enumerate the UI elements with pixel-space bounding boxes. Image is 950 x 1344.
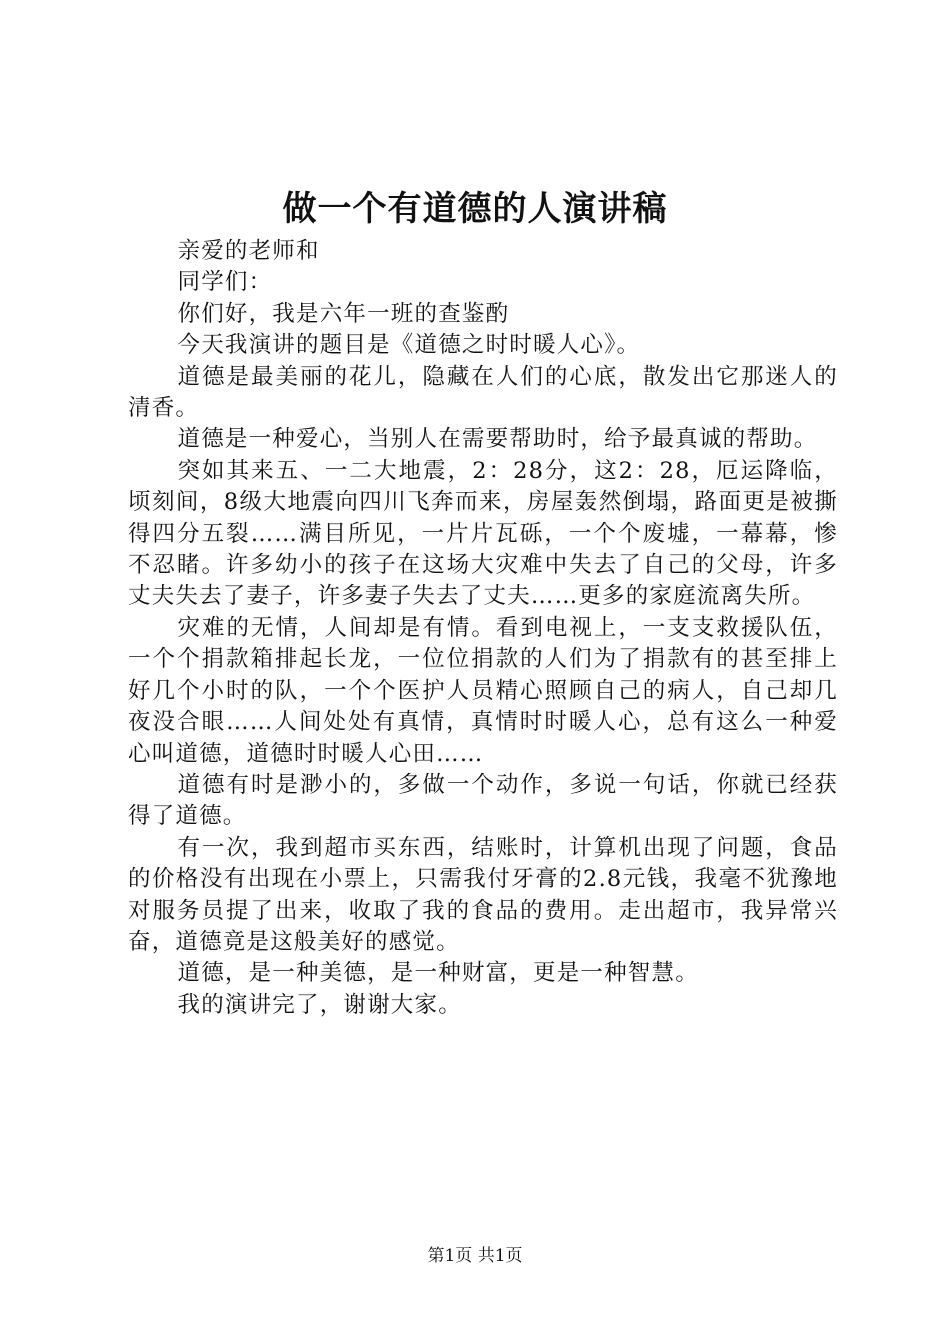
paragraph-body: 灾难的无情，人间却是有情。看到电视上，一支支救援队伍，一个个捐款箱排起长龙，一位位捐款的人们为了捐款有的甚至排上好几个小时的队，一个个医护人员精心照顾自己的病人，自己却几夜没合眼……人间处处有真情，真情时时暖人心，总有这么一种爱心叫道德，道德时时暖人心田…… bbox=[128, 614, 838, 767]
paragraph-body: 道德是最美丽的花儿，隐藏在人们的心底，散发出它那迷人的清香。 bbox=[128, 363, 838, 422]
paragraph-topic: 今天我演讲的题目是《道德之时时暖人心》。 bbox=[177, 332, 641, 359]
document-body bbox=[128, 236, 838, 1021]
paragraph-body: 道德，是一种美德，是一种财富，更是一种智慧。 bbox=[177, 960, 699, 987]
page-number-footer: 第1页 共1页 bbox=[427, 1246, 523, 1266]
paragraph-body: 有一次，我到超市买东西，结账时，计算机出现了问题，食品的价格没有出现在小票上，只需我付牙膏的2.8元钱，我毫不犹豫地对服务员提了出来，收取了我的食品的费用。走出超市，我异常兴奋，道德竟是这般美好的感觉。 bbox=[128, 834, 838, 955]
paragraph-closing: 我的演讲完了，谢谢大家。 bbox=[177, 991, 462, 1018]
paragraph-body: 突如其来五、一二大地震，2：28分，这2：28，厄运降临，顷刻间，8级大地震向四川飞奔而来，房屋轰然倒塌，路面更是被撕得四分五裂……满目所见，一片片瓦砾，一个个废墟，一幕幕，惨不忍睹。许多幼小的孩子在这场大灾难中失去了自己的父母，许多丈夫失去了妻子，许多妻子失去了丈夫……更多的家庭流离失所。 bbox=[128, 457, 838, 610]
paragraph-greeting-2: 同学们： bbox=[177, 269, 273, 296]
document-title: 做一个有道德的人演讲稿 bbox=[282, 189, 668, 229]
paragraph-greeting-1: 亲爱的老师和 bbox=[177, 238, 320, 264]
paragraph-body: 道德是一种爱心，当别人在需要帮助时，给予最真诚的帮助。 bbox=[177, 426, 818, 453]
paragraph-introduction: 你们好，我是六年一班的查鉴酌 bbox=[177, 300, 510, 327]
paragraph-body: 道德有时是渺小的，多做一个动作，多说一句话，你就已经获得了道德。 bbox=[128, 771, 838, 830]
